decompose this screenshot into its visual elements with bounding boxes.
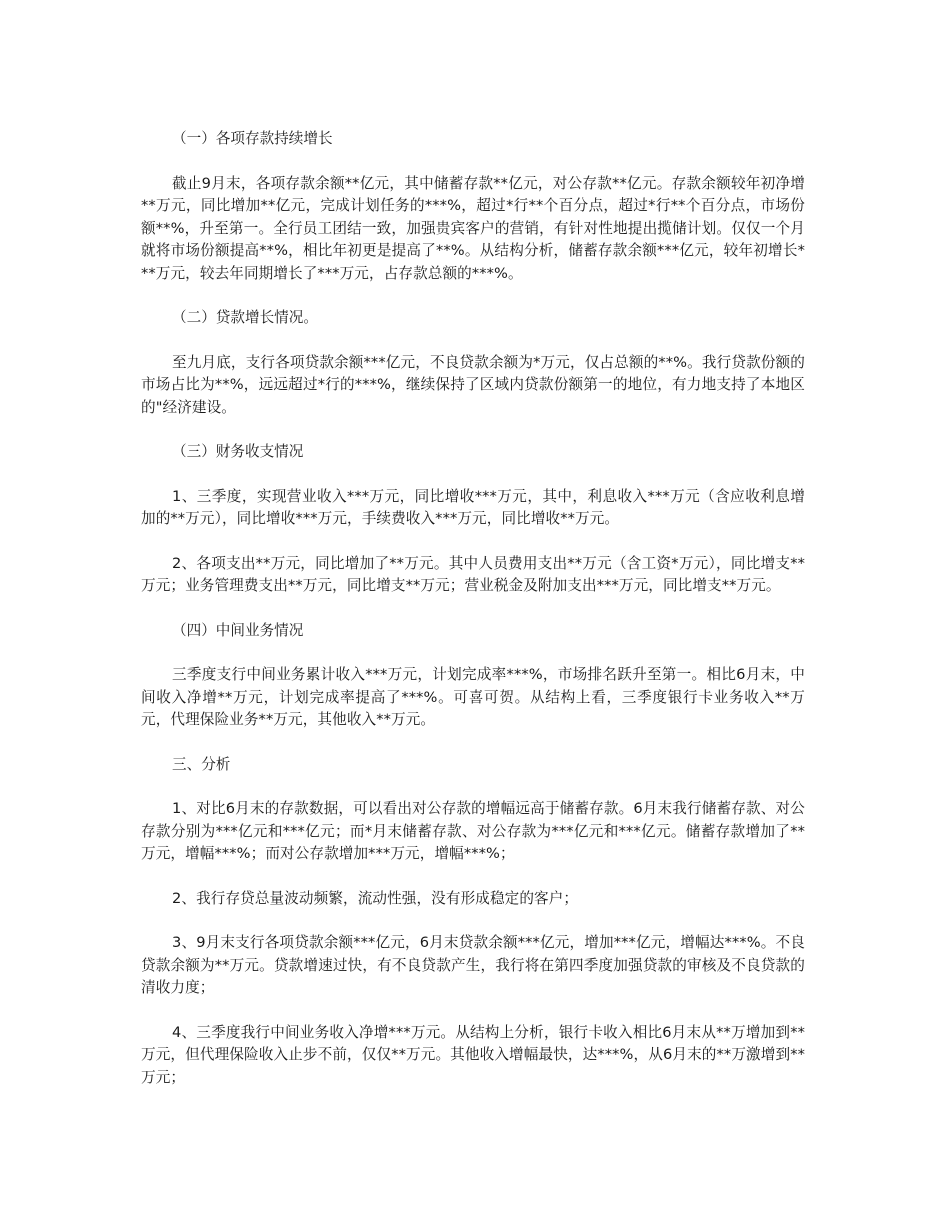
- paragraph-intermediate: 三季度支行中间业务累计收入***万元，计划完成率***%，市场排名跃升至第一。相比6月末，中间收入净增**万元，计划完成率提高了***%。可喜可贺。从结构上看，三季度银行卡业务收入**万元，代理保险业务**万元，其他收入**万元。: [141, 666, 805, 728]
- section-heading-analysis: 三、分析: [172, 755, 231, 773]
- paragraph-analysis-1: 1、对比6月末的存款数据，可以看出对公存款的增幅远高于储蓄存款。6月末我行储蓄存款、对公存款分别为***亿元和***亿元；而*月末储蓄存款、对公存款为***亿元和***亿元。储蓄存款增加了**万元，增幅***%；而对公存款增加***万元，增幅***%；: [141, 800, 805, 862]
- paragraph-loans: 至九月底，支行各项贷款余额***亿元，不良贷款余额为*万元，仅占总额的**%。我行贷款份额的市场占比为**%，远远超过*行的***%，继续保持了区域内贷款份额第一的地位，有力地支持了本地区的"经济建设。: [141, 353, 805, 416]
- section-heading-loans: （二）贷款增长情况。: [172, 309, 318, 326]
- paragraph-finance-income: 1、三季度，实现营业收入***万元，同比增收***万元，其中，利息收入***万元（含应收利息增加的**万元），同比增收***万元，手续费收入***万元，同比增收**万元。: [141, 487, 805, 527]
- paragraph-analysis-4: 4、三季度我行中间业务收入净增***万元。从结构上分析，银行卡收入相比6月末从**万增加到**万元，但代理保险收入止步不前，仅仅**万元。其他收入增幅最快，达***%，从6月末的**万激增到**万元；: [141, 1023, 805, 1086]
- paragraph-deposits: 截止9月末，各项存款余额**亿元，其中储蓄存款**亿元，对公存款**亿元。存款余额较年初净增**万元，同比增加**亿元，完成计划任务的***%，超过*行**个百分点，超过*行**个百分点，市场份额**%，升至第一。全行员工团结一致，加强贵宾客户的营销，有针对性地提出揽储计划。仅仅一个月就将市场份额提高**%，相比年初更是提高了**%。从结构分析，储蓄存款余额***亿元，较年初增长***万元，较去年同期增长了***万元，占存款总额的***%。: [141, 174, 805, 282]
- paragraph-analysis-3: 3、9月末支行各项贷款余额***亿元，6月末贷款余额***亿元，增加***亿元，增幅达***%。不良贷款余额为**万元。贷款增速过快，有不良贷款产生，我行将在第四季度加强贷款的审核及不良贷款的清收力度；: [141, 934, 805, 996]
- document-body: [141, 128, 805, 1111]
- paragraph-finance-expense: 2、各项支出**万元，同比增加了**万元。其中人员费用支出**万元（含工资*万元），同比增支**万元；业务管理费支出**万元，同比增支**万元；营业税金及附加支出***万元，同比增支**万元。: [141, 554, 805, 594]
- paragraph-analysis-2: 2、我行存贷总量波动频繁，流动性强，没有形成稳定的客户；: [172, 889, 579, 907]
- section-heading-finance: （三）财务收支情况: [172, 443, 304, 460]
- section-heading-deposits: （一）各项存款持续增长: [172, 130, 333, 147]
- section-heading-intermediate: （四）中间业务情况: [172, 621, 304, 639]
